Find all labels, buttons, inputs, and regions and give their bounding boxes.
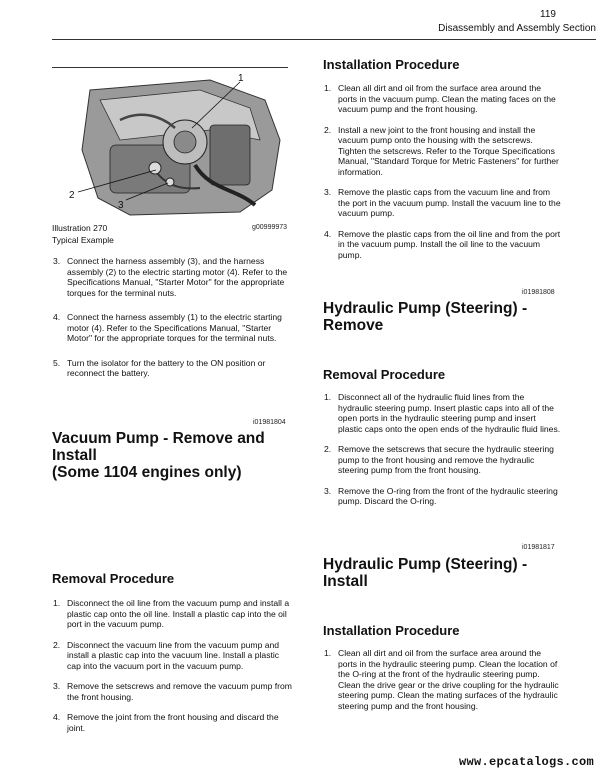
illustration-label: Illustration 270 xyxy=(52,223,108,233)
callout-3: 3 xyxy=(118,200,124,211)
list-item xyxy=(323,444,561,476)
step-number: 2. xyxy=(324,444,332,454)
callout-1: 1 xyxy=(238,73,244,84)
list-item xyxy=(323,648,561,711)
list-item xyxy=(323,229,561,261)
list-item xyxy=(52,712,292,733)
list-item xyxy=(52,256,292,298)
illustration-code: g00999973 xyxy=(252,224,288,231)
vacuum-removal-heading: Removal Procedure xyxy=(52,571,175,586)
hyd-remove-title-line2: Remove xyxy=(323,317,384,334)
step-text: Turn the isolator for the battery to the ON position or reconnect the battery. xyxy=(67,357,266,378)
list-item xyxy=(52,598,292,630)
step-number: 1. xyxy=(324,648,332,658)
step-number: 4. xyxy=(53,712,61,722)
step-text: Disconnect all of the hydraulic fluid lines from the hydraulic steering pump. Insert plastic caps into all of the open ports in the hydraulic steering pump and insert plastic caps onto the open ends of the hydraulic fluid lines. xyxy=(338,392,561,434)
step-number: 3. xyxy=(53,681,61,691)
step-number: 4. xyxy=(324,228,332,239)
step-number: 5. xyxy=(53,357,61,368)
list-item xyxy=(52,358,292,379)
list-item xyxy=(323,83,561,115)
step-text: Connect the harness assembly (1) to the electric starting motor (4). Refer to the Specifications Manual, "Starter Motor" for the appropriate torques for the terminal nuts. xyxy=(67,312,282,343)
step-text: Remove the plastic caps from the oil line and from the port in the vacuum pump. Install the oil line to the vacuum pump. xyxy=(338,228,561,260)
callout-2: 2 xyxy=(69,190,75,201)
vacuum-title-line2: Install xyxy=(52,447,97,464)
step-number: 3. xyxy=(324,485,332,496)
step-text: Remove the setscrews that secure the hydraulic steering pump to the front housing and remove the hydraulic steering pump from the front housing. xyxy=(338,444,554,475)
hyd-remove-title-line1: Hydraulic Pump (Steering) - xyxy=(323,300,528,317)
list-item xyxy=(52,640,292,672)
hyd-install-code: i01981817 xyxy=(522,544,555,551)
hyd-removal-steps xyxy=(323,392,561,517)
vacuum-section-code: i01981804 xyxy=(253,419,286,426)
vacuum-install-steps xyxy=(323,83,561,270)
step-text: Clean all dirt and oil from the surface area around the ports in the hydraulic steering pump. Clean the location of the O-ring at the front of the hydraulic steering pump. Clean the drive gear or the drive coupling for the hydraulic steering pump. Clean the mating surfaces of the hydraulic steering pump and the front housing. xyxy=(338,648,559,711)
starter-steps-list xyxy=(52,256,292,389)
hyd-remove-code: i01981808 xyxy=(522,289,555,296)
step-number: 1. xyxy=(53,598,61,608)
step-text: Install a new joint to the front housing and install the vacuum pump onto the housing with the setscrews. Tighten the setscrews. Refer to the Torque Specifications Manual, "Standard Torque for Metric Fasteners" for further information. xyxy=(338,124,559,177)
step-text: Remove the plastic caps from the vacuum line and from the port in the vacuum pump. Install the vacuum line to the vacuum pump. xyxy=(338,187,561,218)
hyd-install-steps xyxy=(323,648,561,721)
hyd-removal-heading: Removal Procedure xyxy=(323,367,446,382)
list-item xyxy=(52,312,292,344)
step-text: Connect the harness assembly (3), and the harness assembly (2) to the electric starting motor (4). Refer to the Specifications Manual, "Starter Motor" for the appropriate torques for the terminal nuts. xyxy=(67,256,288,298)
watermark: www.epcatalogs.com xyxy=(458,755,594,769)
step-text: Remove the O-ring from the front of the hydraulic steering pump. Discard the O-ring. xyxy=(338,485,558,506)
figure-top-rule xyxy=(52,67,288,68)
step-text: Remove the setscrews and remove the vacuum pump from the front housing. xyxy=(67,681,292,702)
vacuum-install-heading: Installation Procedure xyxy=(323,57,460,72)
vacuum-title-line1: Vacuum Pump - Remove and xyxy=(52,430,265,447)
engine-illustration xyxy=(60,70,288,220)
list-item xyxy=(323,486,561,507)
hyd-install-title-line2: Install xyxy=(323,573,368,590)
step-text: Disconnect the vacuum line from the vacuum pump and install a plastic cap into the vacuum line. Install a plastic cap into the vacuum port in the vacuum pump. xyxy=(67,639,280,671)
section-title: Disassembly and Assembly Section xyxy=(438,23,596,34)
header-rule xyxy=(52,39,596,40)
hyd-install-title-line1: Hydraulic Pump (Steering) - xyxy=(323,556,528,573)
step-number: 3. xyxy=(53,256,61,266)
step-number: 2. xyxy=(53,639,61,650)
step-number: 1. xyxy=(324,83,332,93)
step-text: Disconnect the oil line from the vacuum pump and install a plastic cap onto the oil line. Install a plastic cap into the oil port in the vacuum pump. xyxy=(67,598,290,629)
vacuum-title-line3: (Some 1104 engines only) xyxy=(52,464,242,481)
vacuum-removal-steps xyxy=(52,598,292,743)
list-item xyxy=(52,681,292,702)
step-number: 4. xyxy=(53,312,61,322)
step-number: 3. xyxy=(324,187,332,197)
list-item xyxy=(323,187,561,219)
step-number: 1. xyxy=(324,392,332,402)
list-item xyxy=(323,392,561,434)
step-text: Clean all dirt and oil from the surface area around the ports in the vacuum pump. Clean the mating faces on the vacuum pump and the front housing. xyxy=(338,83,556,114)
list-item xyxy=(323,125,561,178)
step-text: Remove the joint from the front housing and discard the joint. xyxy=(67,712,279,733)
illustration-caption: Typical Example xyxy=(52,235,114,245)
step-number: 2. xyxy=(324,124,332,135)
hyd-install-heading: Installation Procedure xyxy=(323,623,460,638)
page-number: 119 xyxy=(540,9,556,20)
